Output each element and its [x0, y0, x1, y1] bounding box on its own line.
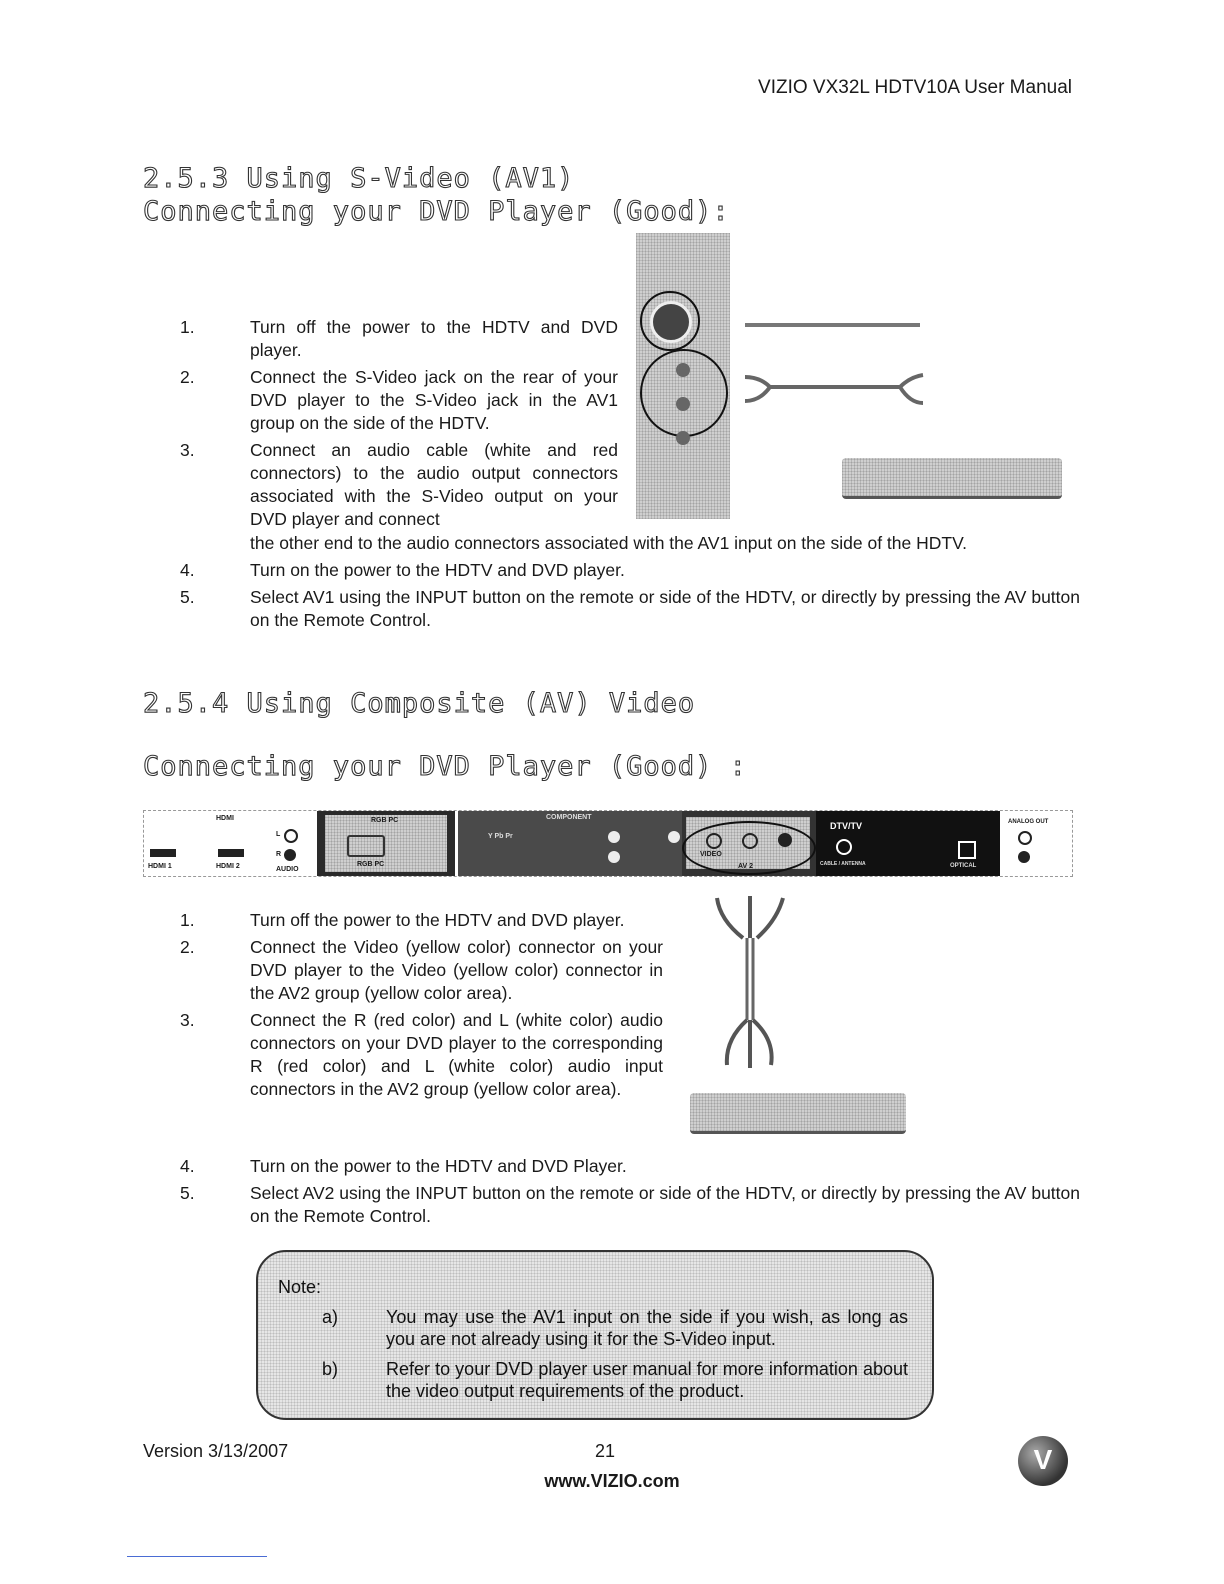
rgb-pc-panel: [317, 811, 455, 876]
list-item-continuation: the other end to the audio connectors associated with the AV1 input on the side of the HDTV.: [250, 533, 967, 553]
list-item: 4. Turn on the power to the HDTV and DVD Player.: [180, 1156, 627, 1176]
cable-illustration: [745, 315, 925, 415]
list-item: 3. Connect an audio cable (white and red connectors) to the audio output connectors associated with the S-Video output on your DVD player and connect: [180, 440, 618, 529]
footer-version: Version 3/13/2007: [143, 1441, 289, 1461]
component-panel: [458, 811, 682, 876]
list-item: 3. Connect the R (red color) and L (white color) audio connectors on your DVD player to the corresponding R (red color) and L (white color) audio input connectors in the AV2 group (yellow color area).: [180, 1010, 663, 1099]
section-heading-composite: 2.5.4 Using Composite (AV) Video: [143, 688, 696, 719]
audio-jack: [284, 849, 296, 861]
tv-rear-panel: [143, 810, 1073, 877]
section-heading-s-video: 2.5.3 Using S-Video (AV1): [143, 163, 575, 194]
s-video-steps: [170, 316, 618, 535]
audio-jack: [284, 829, 298, 843]
component-jack: [608, 851, 620, 863]
av1-jack: [676, 431, 690, 445]
av1-jack: [676, 363, 690, 377]
note-title: Note:: [278, 1277, 322, 1297]
list-item: 2. Connect the Video (yellow color) connector on your DVD player to the Video (yellow color) connector in the AV2 group (yellow color area).: [180, 937, 663, 1003]
composite-steps-continued: [170, 1155, 1080, 1232]
hdmi-port: [218, 849, 244, 857]
analog-out-jack: [1018, 831, 1032, 845]
av2-label: AV 2: [738, 863, 754, 870]
analog-out-jack: [1018, 851, 1030, 863]
right-audio-label: R: [276, 851, 282, 858]
hdmi1-label: HDMI 1: [148, 863, 172, 870]
dtv-panel: [816, 811, 1000, 876]
vizio-logo-icon: [1018, 1436, 1068, 1486]
list-item: 5. Select AV2 using the INPUT button on the remote or side of the HDTV, or directly by pressing the AV button on the Remote Control.: [180, 1183, 1080, 1226]
composite-cable-illustration: [705, 890, 795, 1080]
section-subheading-composite: Connecting your DVD Player (Good) :: [143, 751, 747, 782]
logo-letter: V: [1033, 1444, 1053, 1475]
optical-port: [958, 841, 976, 859]
ypbpr-label: Y Pb Pr: [488, 833, 513, 840]
rgb-pc-label: RGB PC: [371, 817, 399, 824]
dtvtv-label: DTV/TV: [830, 821, 863, 831]
list-item: 2. Connect the S-Video jack on the rear of your DVD player to the S-Video jack in the AV1 group on the side of the HDTV.: [180, 367, 618, 433]
tv-side-panel-photo: [636, 233, 730, 519]
page-number: 21: [595, 1441, 616, 1461]
note-box: Note: a) You may use the AV1 input on the side if you wish, as long as you are not already using it for the S-Video input. b) Refer to your DVD player user manual for more information about the video output requirements of the product.: [256, 1250, 934, 1420]
section-subheading-s-video: Connecting your DVD Player (Good):: [143, 196, 730, 227]
video-label: VIDEO: [700, 851, 722, 858]
list-item: 1. Turn off the power to the HDTV and DVD player.: [180, 910, 625, 930]
cable-top: [717, 896, 783, 938]
av2-panel: [682, 811, 816, 876]
av1-jack: [676, 397, 690, 411]
audio-label: AUDIO: [276, 866, 299, 873]
audio-jack: [778, 833, 792, 847]
cable-antenna-label: CABLE / ANTENNA: [820, 861, 866, 867]
dvd-player-image: [842, 458, 1062, 499]
component-label: COMPONENT: [546, 814, 592, 821]
list-item: 1. Turn off the power to the HDTV and DVD player.: [180, 317, 618, 360]
video-jack: [706, 833, 722, 849]
component-jack: [668, 831, 680, 843]
footer-divider: [127, 1556, 267, 1557]
dvd-player-image: [690, 1093, 906, 1134]
footer-url: www.VIZIO.com: [544, 1471, 680, 1491]
rgb-pc-label-bottom: RGB PC: [357, 861, 385, 868]
hdmi-label: HDMI: [216, 815, 234, 822]
optical-label: OPTICAL: [950, 863, 977, 869]
hdmi-port: [150, 849, 176, 857]
s-video-steps-continued: [170, 532, 1080, 636]
antenna-jack: [836, 839, 852, 855]
s-video-highlight-circle: [640, 291, 700, 351]
cable-body: [747, 938, 753, 1020]
list-item: 5. Select AV1 using the INPUT button on the remote or side of the HDTV, or directly by pressing the AV button on the Remote Control.: [180, 587, 1080, 630]
cable-bottom: [727, 1020, 772, 1068]
composite-steps: [170, 909, 663, 1105]
list-item: 4. Turn on the power to the HDTV and DVD player.: [180, 560, 625, 580]
vga-port: [347, 835, 385, 857]
left-audio-label: L: [276, 831, 281, 838]
audio-cable: [745, 375, 923, 403]
component-jack: [608, 831, 620, 843]
audio-jack: [742, 833, 758, 849]
analog-out-label: ANALOG OUT: [1008, 819, 1049, 825]
hdmi2-label: HDMI 2: [216, 863, 240, 870]
running-header: VIZIO VX32L HDTV10A User Manual: [758, 77, 1072, 98]
